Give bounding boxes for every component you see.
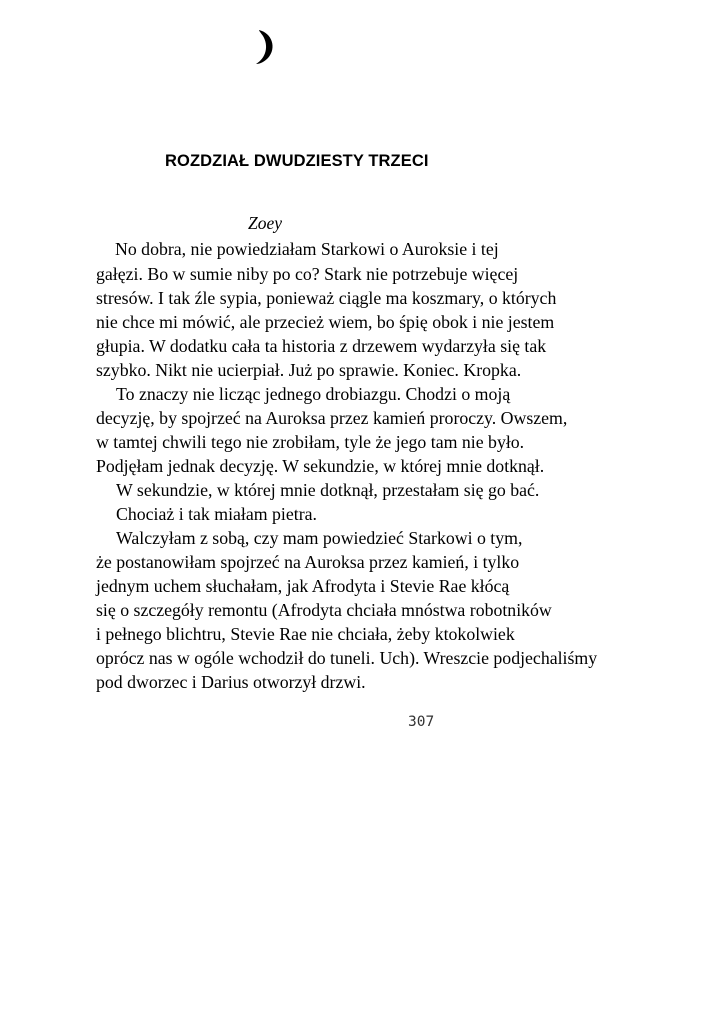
text-line: szybko. Nikt nie ucierpiał. Już po sprawie. Koniec. Kropka. — [96, 360, 522, 380]
text-line: w tamtej chwili tego nie zrobiłam, tyle że jego tam nie było. — [96, 432, 525, 452]
chapter-title: ROZDZIAŁ DWUDZIESTY TRZECI — [165, 152, 429, 170]
text-line: To znaczy nie licząc jednego drobiazgu. Chodzi o moją — [116, 384, 511, 404]
text-line: Chociaż i tak miałam pietra. — [116, 504, 317, 524]
text-line: i pełnego blichtru, Stevie Rae nie chciała, żeby ktokolwiek — [96, 624, 515, 644]
text-line: W sekundzie, w której mnie dotknął, przestałam się go bać. — [116, 480, 540, 500]
text-line: że postanowiłam spojrzeć na Auroksa przez kamień, i tylko — [96, 552, 520, 572]
crescent-moon-icon — [250, 28, 280, 66]
text-line: Walczyłam z sobą, czy mam powiedzieć Starkowi o tym, — [116, 528, 523, 548]
text-line: się o szczegóły remontu (Afrodyta chciała mnóstwa robotników — [96, 600, 552, 620]
text-line: decyzję, by spojrzeć na Auroksa przez kamień proroczy. Owszem, — [96, 408, 568, 428]
text-line: nie chce mi mówić, ale przecież wiem, bo śpię obok i nie jestem — [96, 312, 555, 332]
narrator-name: Zoey — [248, 213, 283, 233]
page-number: 307 — [408, 714, 435, 730]
text-line: jednym uchem słuchałam, jak Afrodyta i Stevie Rae kłócą — [96, 576, 510, 596]
text-line: No dobra, nie powiedziałam Starkowi o Auroksie i tej — [115, 239, 499, 259]
text-line: gałęzi. Bo w sumie niby po co? Stark nie potrzebuje więcej — [96, 264, 519, 284]
text-line: stresów. I tak źle sypia, ponieważ ciągle ma koszmary, o których — [96, 288, 557, 308]
text-line: Podjęłam jednak decyzję. W sekundzie, w której mnie dotknął. — [96, 456, 545, 476]
text-line: głupia. W dodatku cała ta historia z drzewem wydarzyła się tak — [96, 336, 547, 356]
text-line: oprócz nas w ogóle wchodził do tuneli. Uch). Wreszcie podjechaliśmy — [96, 648, 598, 668]
text-line: pod dworzec i Darius otworzył drzwi. — [96, 672, 366, 692]
